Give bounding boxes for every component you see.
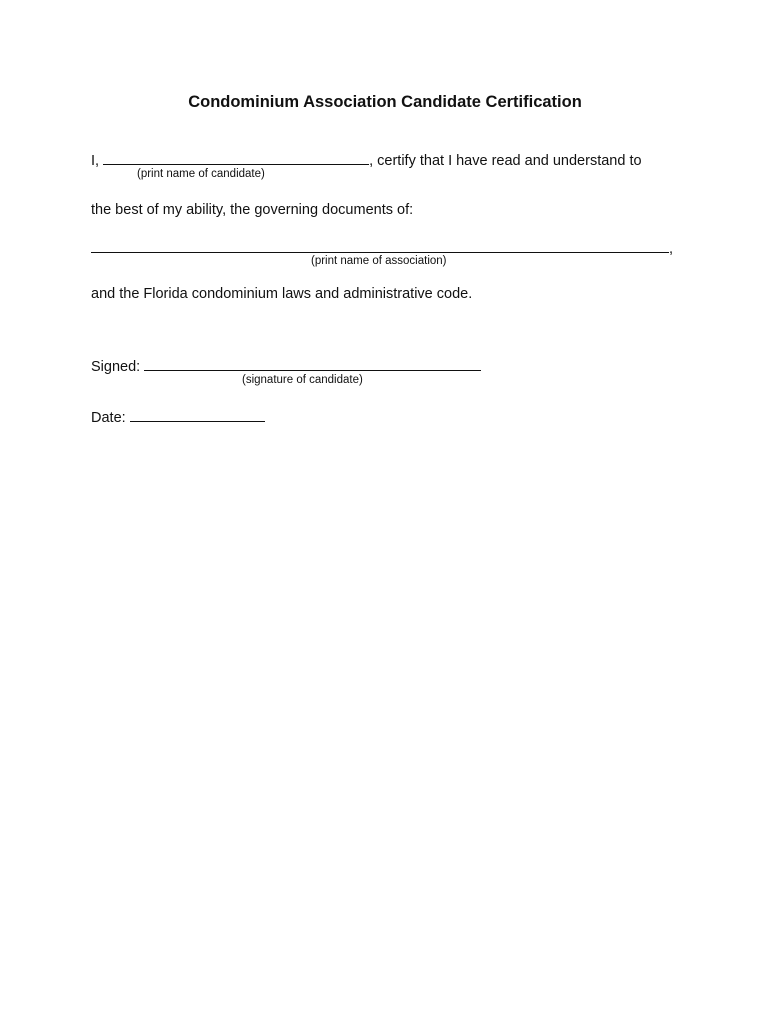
certify-prefix: I, <box>91 153 100 169</box>
signature-field[interactable] <box>144 356 481 371</box>
certification-line-1 <box>91 150 642 169</box>
date-label: Date: <box>91 410 126 426</box>
signed-row <box>91 356 481 375</box>
certify-suffix: , certify that I have read and understand to <box>369 153 642 169</box>
candidate-name-field[interactable] <box>103 150 369 165</box>
signed-label: Signed: <box>91 359 141 375</box>
certification-line-4: and the Florida condominium laws and administrative code. <box>91 286 473 302</box>
document-title: Condominium Association Candidate Certification <box>188 93 582 111</box>
signature-caption: (signature of candidate) <box>242 374 363 386</box>
certification-line-2: the best of my ability, the governing documents of: <box>91 202 414 218</box>
association-line-comma: , <box>669 241 674 257</box>
association-name-caption: (print name of association) <box>311 255 447 267</box>
association-name-field[interactable] <box>91 238 669 253</box>
date-field[interactable] <box>130 407 265 422</box>
date-row <box>91 407 265 426</box>
candidate-name-caption: (print name of candidate) <box>137 168 265 180</box>
